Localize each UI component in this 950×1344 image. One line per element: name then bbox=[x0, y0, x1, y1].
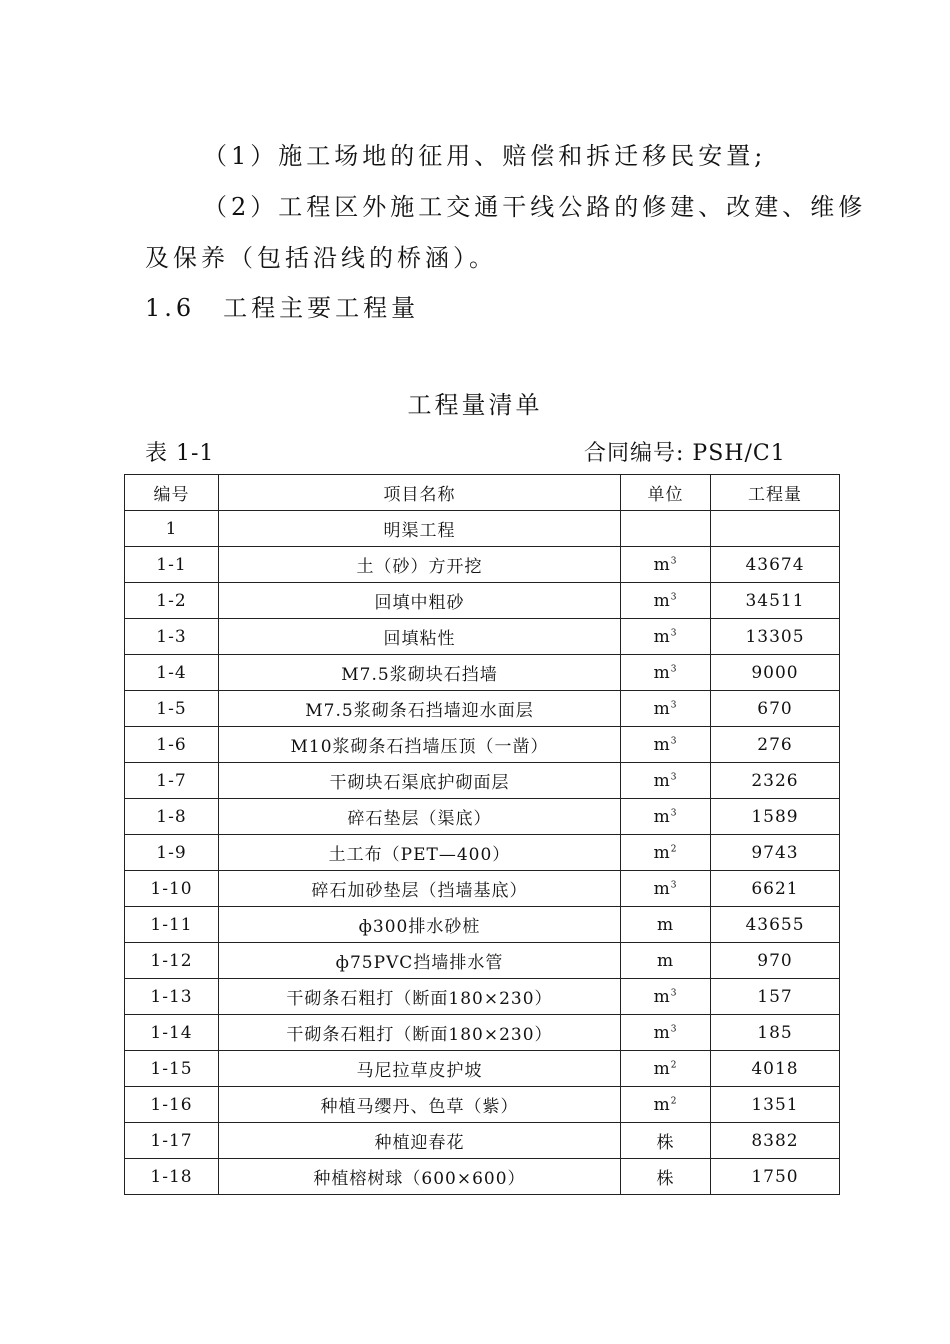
cell-item-name: 马尼拉草皮护坡 bbox=[219, 1051, 621, 1087]
cell-number: 1-7 bbox=[125, 763, 219, 799]
cell-unit bbox=[621, 619, 711, 655]
table-title: 工程量清单 bbox=[407, 391, 543, 419]
table-row bbox=[125, 1051, 840, 1087]
cell-number: 1-11 bbox=[125, 907, 219, 943]
cell-item-name: 干砌块石渠底护砌面层 bbox=[219, 763, 621, 799]
unit-text: m bbox=[656, 914, 675, 935]
cell-unit bbox=[621, 583, 711, 619]
table-row bbox=[125, 943, 840, 979]
paragraph-2-line-2: 及保养（包括沿线的桥涵）。 bbox=[145, 244, 497, 272]
cell-item-name: 种植榕树球（600×600） bbox=[219, 1159, 621, 1195]
cell-number: 1-16 bbox=[125, 1087, 219, 1123]
cell-item-name: 碎石加砂垫层（挡墙基底） bbox=[219, 871, 621, 907]
table-row bbox=[125, 691, 840, 727]
unit-exponent: 2 bbox=[670, 1095, 678, 1106]
cell-item-name: 种植迎春花 bbox=[219, 1123, 621, 1159]
cell-quantity: 6621 bbox=[711, 871, 840, 907]
unit-text: m bbox=[653, 554, 671, 575]
cell-quantity: 43655 bbox=[711, 907, 840, 943]
cell-number: 1 bbox=[125, 511, 219, 547]
unit-text: m bbox=[653, 986, 671, 1007]
table-row bbox=[125, 727, 840, 763]
cell-number: 1-8 bbox=[125, 799, 219, 835]
unit-exponent: 2 bbox=[670, 843, 678, 854]
cell-number: 1-17 bbox=[125, 1123, 219, 1159]
unit-exponent: 3 bbox=[670, 663, 678, 674]
cell-unit bbox=[621, 727, 711, 763]
unit-text: m bbox=[653, 806, 671, 827]
cell-quantity: 1589 bbox=[711, 799, 840, 835]
table-row bbox=[125, 511, 840, 547]
cell-number: 1-2 bbox=[125, 583, 219, 619]
cell-quantity: 276 bbox=[711, 727, 840, 763]
cell-item-name: M7.5浆砌块石挡墙 bbox=[219, 655, 621, 691]
table-number: 表 1-1 bbox=[145, 441, 215, 466]
cell-unit bbox=[621, 835, 711, 871]
unit-text: m bbox=[653, 734, 671, 755]
cell-number: 1-6 bbox=[125, 727, 219, 763]
table-row bbox=[125, 1123, 840, 1159]
cell-number: 1-5 bbox=[125, 691, 219, 727]
table-row bbox=[125, 619, 840, 655]
cell-unit bbox=[621, 979, 711, 1015]
cell-item-name: ф75PVC挡墙排水管 bbox=[219, 943, 621, 979]
cell-number: 1-4 bbox=[125, 655, 219, 691]
table-row bbox=[125, 547, 840, 583]
unit-text: m bbox=[653, 626, 671, 647]
cell-number: 1-18 bbox=[125, 1159, 219, 1195]
cell-quantity: 4018 bbox=[711, 1051, 840, 1087]
cell-quantity: 1351 bbox=[711, 1087, 840, 1123]
cell-unit bbox=[621, 547, 711, 583]
cell-unit bbox=[621, 799, 711, 835]
cell-item-name: 干砌条石粗打（断面180×230） bbox=[219, 979, 621, 1015]
cell-quantity: 43674 bbox=[711, 547, 840, 583]
unit-exponent: 3 bbox=[670, 735, 678, 746]
cell-unit bbox=[621, 1015, 711, 1051]
table-row bbox=[125, 1015, 840, 1051]
header-number: 编号 bbox=[125, 475, 219, 511]
cell-unit bbox=[621, 1087, 711, 1123]
header-item-name: 项目名称 bbox=[219, 475, 621, 511]
table-row bbox=[125, 799, 840, 835]
table-row bbox=[125, 1159, 840, 1195]
cell-unit bbox=[621, 1123, 711, 1159]
cell-item-name: M7.5浆砌条石挡墙迎水面层 bbox=[219, 691, 621, 727]
unit-exponent: 3 bbox=[670, 699, 678, 710]
cell-item-name: 种植马缨丹、色草（紫） bbox=[219, 1087, 621, 1123]
cell-item-name: 回填粘性 bbox=[219, 619, 621, 655]
cell-number: 1-12 bbox=[125, 943, 219, 979]
table-row bbox=[125, 979, 840, 1015]
cell-quantity: 670 bbox=[711, 691, 840, 727]
unit-text: m bbox=[653, 662, 671, 683]
header-unit: 单位 bbox=[621, 475, 711, 511]
unit-text: m bbox=[653, 1058, 671, 1079]
cell-item-name: 土工布（PET—400） bbox=[219, 835, 621, 871]
cell-quantity: 34511 bbox=[711, 583, 840, 619]
cell-unit bbox=[621, 907, 711, 943]
unit-text: m bbox=[653, 770, 671, 791]
cell-unit bbox=[621, 1159, 711, 1195]
cell-unit bbox=[621, 511, 711, 547]
paragraph-2-line-1: （2）工程区外施工交通干线公路的修建、改建、维修 bbox=[203, 193, 867, 221]
unit-text: 株 bbox=[656, 1169, 675, 1189]
table-row bbox=[125, 907, 840, 943]
unit-exponent: 3 bbox=[670, 1023, 678, 1034]
cell-quantity: 185 bbox=[711, 1015, 840, 1051]
cell-item-name: ф300排水砂桩 bbox=[219, 907, 621, 943]
unit-text: 株 bbox=[656, 1133, 675, 1153]
cell-quantity: 13305 bbox=[711, 619, 840, 655]
cell-number: 1-15 bbox=[125, 1051, 219, 1087]
cell-quantity: 9743 bbox=[711, 835, 840, 871]
unit-exponent: 3 bbox=[670, 987, 678, 998]
cell-unit bbox=[621, 691, 711, 727]
unit-text: m bbox=[653, 698, 671, 719]
cell-number: 1-9 bbox=[125, 835, 219, 871]
header-quantity: 工程量 bbox=[711, 475, 840, 511]
cell-item-name: M10浆砌条石挡墙压顶（一凿） bbox=[219, 727, 621, 763]
cell-quantity: 1750 bbox=[711, 1159, 840, 1195]
unit-text: m bbox=[653, 1094, 671, 1115]
unit-exponent: 3 bbox=[670, 879, 678, 890]
cell-quantity: 157 bbox=[711, 979, 840, 1015]
contract-number: 合同编号: PSH/C1 bbox=[584, 441, 786, 466]
cell-item-name: 碎石垫层（渠底） bbox=[219, 799, 621, 835]
cell-number: 1-10 bbox=[125, 871, 219, 907]
table-row bbox=[125, 763, 840, 799]
table-header-row bbox=[125, 475, 840, 511]
cell-unit bbox=[621, 763, 711, 799]
cell-quantity bbox=[711, 511, 840, 547]
table-row bbox=[125, 655, 840, 691]
unit-text: m bbox=[653, 878, 671, 899]
section-heading: 1.6 工程主要工程量 bbox=[145, 294, 420, 322]
quantity-table bbox=[124, 474, 840, 1195]
unit-text: m bbox=[656, 950, 675, 971]
paragraph-1: （1）施工场地的征用、赔偿和拆迁移民安置; bbox=[203, 142, 767, 170]
cell-number: 1-1 bbox=[125, 547, 219, 583]
cell-quantity: 9000 bbox=[711, 655, 840, 691]
unit-exponent: 3 bbox=[670, 807, 678, 818]
unit-exponent: 2 bbox=[670, 1059, 678, 1070]
cell-unit bbox=[621, 871, 711, 907]
cell-number: 1-14 bbox=[125, 1015, 219, 1051]
unit-text: m bbox=[653, 1022, 671, 1043]
table-row bbox=[125, 1087, 840, 1123]
cell-number: 1-13 bbox=[125, 979, 219, 1015]
unit-exponent: 3 bbox=[670, 555, 678, 566]
table-row bbox=[125, 835, 840, 871]
cell-quantity: 8382 bbox=[711, 1123, 840, 1159]
cell-unit bbox=[621, 655, 711, 691]
unit-exponent: 3 bbox=[670, 627, 678, 638]
cell-number: 1-3 bbox=[125, 619, 219, 655]
cell-quantity: 970 bbox=[711, 943, 840, 979]
unit-text: m bbox=[653, 842, 671, 863]
cell-item-name: 回填中粗砂 bbox=[219, 583, 621, 619]
cell-item-name: 土（砂）方开挖 bbox=[219, 547, 621, 583]
unit-text: m bbox=[653, 590, 671, 611]
cell-item-name: 干砌条石粗打（断面180×230） bbox=[219, 1015, 621, 1051]
cell-unit bbox=[621, 943, 711, 979]
table-body bbox=[125, 511, 840, 1195]
cell-quantity: 2326 bbox=[711, 763, 840, 799]
unit-exponent: 3 bbox=[670, 771, 678, 782]
unit-exponent: 3 bbox=[670, 591, 678, 602]
table-row bbox=[125, 871, 840, 907]
table-row bbox=[125, 583, 840, 619]
cell-unit bbox=[621, 1051, 711, 1087]
cell-item-name: 明渠工程 bbox=[219, 511, 621, 547]
